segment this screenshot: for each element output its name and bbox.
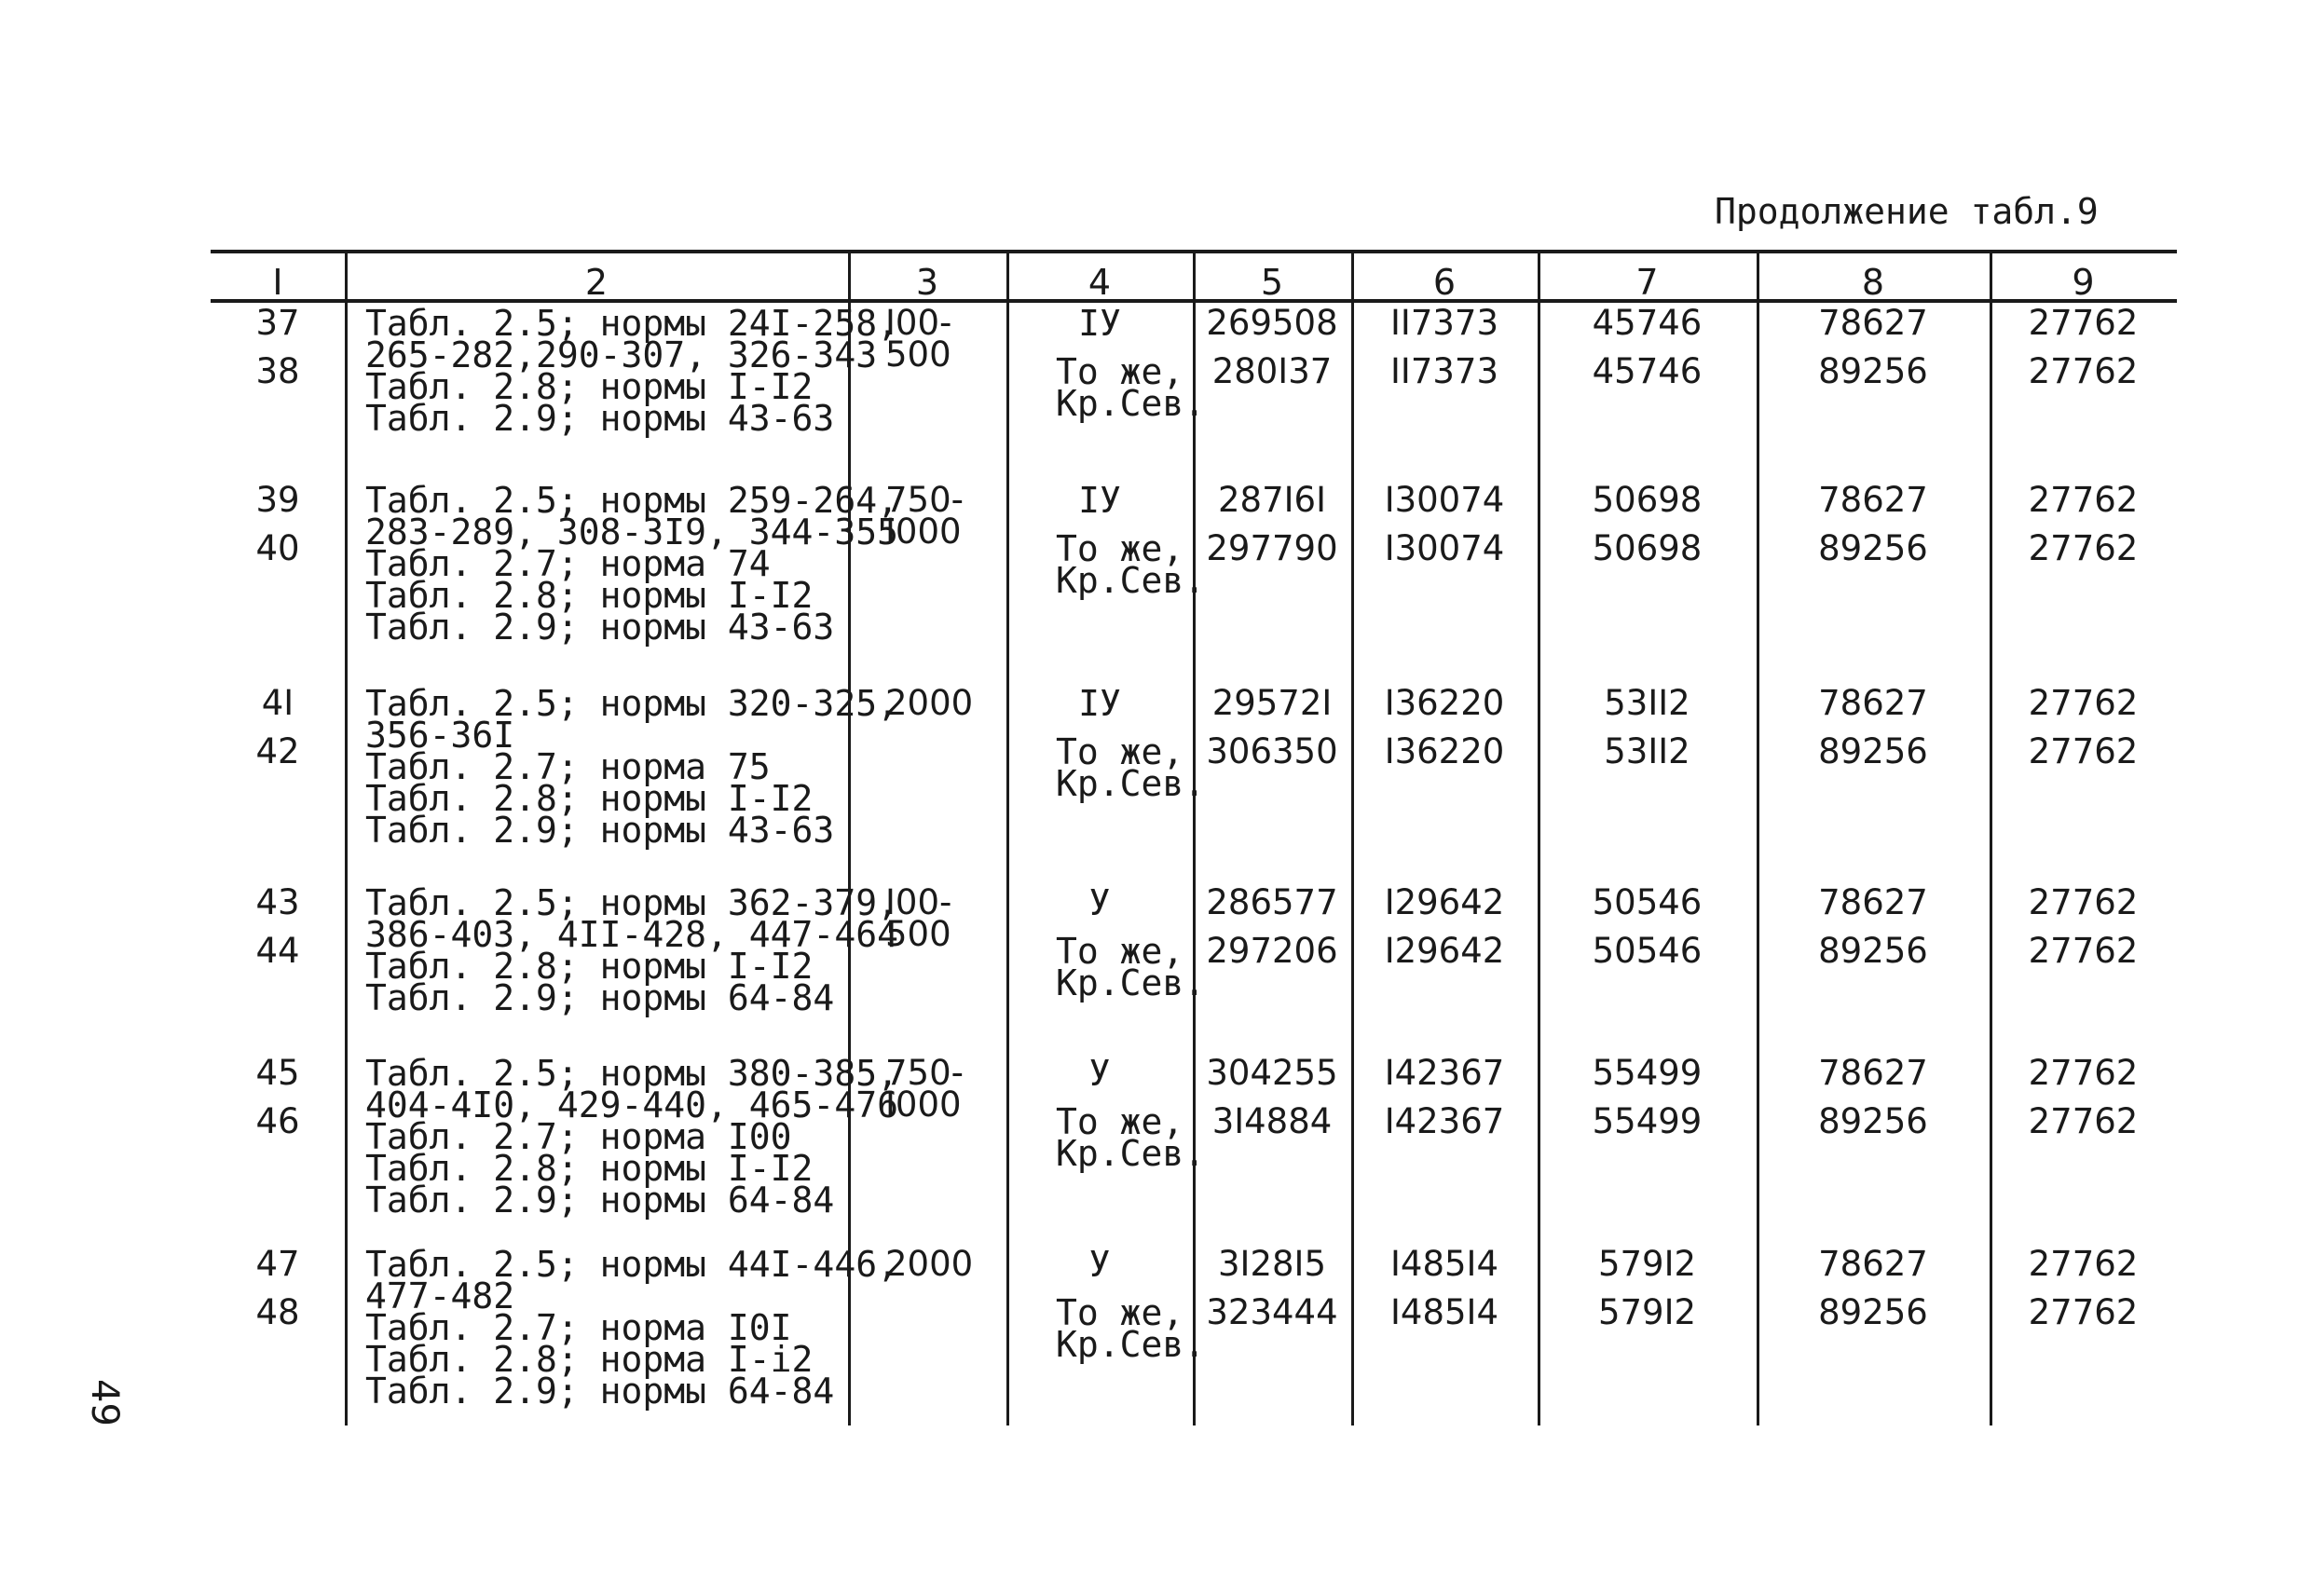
value-cell: 78627 [1818,882,1928,922]
value-cell: 89256 [1818,731,1928,771]
norm-reference-line: 386-403, 4II-428, 447-464 [365,914,898,955]
value-cell: 27762 [2028,1053,2139,1093]
norm-reference-line: Табл. 2.8; нормы I-I2 [365,575,814,616]
value-cell: 50546 [1592,882,1703,922]
column-header: 3 [915,262,939,303]
climate-zone: У [1088,1053,1111,1094]
norm-reference-line: Табл. 2.5; нормы 320-325, [365,683,898,724]
climate-zone: У [1088,1244,1111,1285]
value-cell: 304255 [1206,1053,1338,1093]
value-cell: 579I2 [1597,1292,1697,1332]
climate-zone: У [1088,882,1111,923]
norm-reference-line: 477-482 [365,1275,515,1316]
value-cell: 53II2 [1604,731,1690,771]
capacity-range: 2000 [885,683,974,723]
column-header: 9 [2072,262,2095,303]
row-number: 42 [255,731,300,771]
value-cell: 27762 [2028,731,2139,771]
page-number: 49 [83,1379,126,1426]
climate-zone: То же, [1056,528,1184,569]
table-caption: Продолжение табл.9 [1715,191,2099,232]
norm-reference-line: Табл. 2.9; нормы 64-84 [365,1371,835,1412]
value-cell: 78627 [1818,480,1928,520]
value-cell: I42367 [1384,1053,1505,1093]
norm-reference-line: Табл. 2.5; нормы 380-385, [365,1053,898,1094]
value-cell: 27762 [2028,351,2139,391]
value-cell: I485I4 [1390,1292,1498,1332]
capacity-range: 750- [885,480,964,520]
norm-reference-line: Табл. 2.8; нормы I-I2 [365,778,814,819]
climate-zone: Кр.Сев. [1056,1133,1206,1174]
value-cell: 55499 [1592,1101,1703,1141]
value-cell: I36220 [1384,731,1505,771]
row-number: 38 [255,351,300,391]
value-cell: 3I4884 [1211,1101,1333,1141]
row-number: 39 [255,480,300,520]
norm-reference-line: Табл. 2.9; нормы 43-63 [365,607,835,648]
climate-zone: IУ [1078,683,1121,724]
column-header: 8 [1861,262,1885,303]
climate-zone: Кр.Сев. [1056,1324,1206,1365]
value-cell: II7373 [1390,303,1498,343]
value-cell: 89256 [1818,528,1928,568]
value-cell: 27762 [2028,1101,2139,1141]
value-cell: 306350 [1206,731,1338,771]
norm-reference-line: Табл. 2.5; нормы 44I-446, [365,1244,898,1285]
norm-reference-line: 265-282,290-307, 326-343 [365,334,878,375]
climate-zone: То же, [1056,351,1184,392]
norm-reference-line: Табл. 2.5; нормы 259-264, [365,480,898,521]
row-number: 47 [255,1244,300,1284]
norm-reference-line: Табл. 2.9; нормы 43-63 [365,810,835,851]
climate-zone: IУ [1078,303,1121,344]
capacity-range: I000 [885,512,962,552]
column-header: 2 [584,262,609,303]
row-number: 48 [255,1292,300,1332]
value-cell: 78627 [1818,1053,1928,1093]
value-cell: I42367 [1384,1101,1505,1141]
value-cell: 89256 [1818,351,1928,391]
column-header: I [272,262,283,303]
value-cell: I36220 [1384,683,1505,723]
norm-reference-line: Табл. 2.7; норма I00 [365,1116,792,1157]
value-cell: I29642 [1384,931,1505,971]
row-number: 43 [255,882,300,922]
norm-reference-line: Табл. 2.7; норма I0I [365,1307,792,1348]
value-cell: I30074 [1384,528,1505,568]
capacity-range: I000 [885,1084,962,1125]
value-cell: 50698 [1592,480,1703,520]
climate-zone: Кр.Сев. [1056,560,1206,601]
value-cell: 269508 [1206,303,1338,343]
value-cell: 55499 [1592,1053,1703,1093]
value-cell: 297790 [1206,528,1338,568]
value-cell: 3I28I5 [1218,1244,1326,1284]
row-number: 44 [255,931,300,971]
value-cell: 27762 [2028,882,2139,922]
climate-zone: Кр.Сев. [1056,962,1206,1003]
capacity-range: 500 [885,334,951,375]
norm-reference-line: Табл. 2.8; нормы I-I2 [365,946,814,987]
value-cell: 50546 [1592,931,1703,971]
value-cell: 27762 [2028,683,2139,723]
norm-reference-line: Табл. 2.9; нормы 43-63 [365,398,835,439]
climate-zone: То же, [1056,731,1184,772]
value-cell: 89256 [1818,931,1928,971]
value-cell: 323444 [1206,1292,1338,1332]
value-cell: 50698 [1592,528,1703,568]
value-cell: 45746 [1592,303,1703,343]
value-cell: 27762 [2028,480,2139,520]
row-number: 40 [255,528,300,568]
capacity-range: I00- [885,303,952,343]
climate-zone: То же, [1056,931,1184,972]
row-number: 45 [255,1053,300,1093]
norm-reference-line: 283-289, 308-3I9, 344-355 [365,512,898,552]
value-cell: 89256 [1818,1292,1928,1332]
value-cell: 27762 [2028,528,2139,568]
capacity-range: 2000 [885,1244,974,1284]
norm-reference-line: 356-36I [365,715,515,756]
norm-reference-line: Табл. 2.8; нормы I-I2 [365,1148,814,1189]
row-number: 37 [255,303,300,343]
norm-reference-line: Табл. 2.9; нормы 64-84 [365,1180,835,1221]
climate-zone: То же, [1056,1292,1184,1333]
norm-reference-line: 404-4I0, 429-440, 465-476 [365,1084,898,1125]
value-cell: 287I6I [1218,480,1326,520]
norm-reference-line: Табл. 2.7; норма 74 [365,543,771,584]
value-cell: 78627 [1818,1244,1928,1284]
value-cell: 27762 [2028,1244,2139,1284]
norm-reference-line: Табл. 2.7; норма 75 [365,746,771,787]
value-cell: I485I4 [1390,1244,1498,1284]
value-cell: 286577 [1206,882,1338,922]
value-cell: I29642 [1384,882,1505,922]
norm-reference-line: Табл. 2.5; нормы 362-379, [365,882,898,923]
value-cell: 29572I [1211,683,1333,723]
norm-reference-line: Табл. 2.9; нормы 64-84 [365,977,835,1018]
column-header: 5 [1260,262,1284,303]
value-cell: 53II2 [1604,683,1690,723]
value-cell: 27762 [2028,1292,2139,1332]
value-cell: 78627 [1818,303,1928,343]
climate-zone: Кр.Сев. [1056,763,1206,804]
value-cell: 27762 [2028,931,2139,971]
row-number: 4I [261,683,294,723]
climate-zone: IУ [1078,480,1121,521]
value-cell: II7373 [1390,351,1498,391]
value-cell: 78627 [1818,683,1928,723]
column-header: 4 [1088,262,1112,303]
row-number: 46 [255,1101,300,1141]
capacity-range: I00- [885,882,952,922]
column-divider [345,252,348,1425]
value-cell: 45746 [1592,351,1703,391]
climate-zone: То же, [1056,1101,1184,1142]
value-cell: 579I2 [1597,1244,1697,1284]
norm-reference-line: Табл. 2.8; норма I-i2 [365,1339,814,1380]
norm-reference-line: Табл. 2.8; нормы I-I2 [365,366,814,407]
capacity-range: 750- [885,1053,964,1093]
value-cell: 89256 [1818,1101,1928,1141]
climate-zone: Кр.Сев. [1056,383,1206,424]
value-cell: 27762 [2028,303,2139,343]
capacity-range: 500 [885,914,951,954]
column-header: 6 [1432,262,1457,303]
norm-reference-line: Табл. 2.5; нормы 24I-258, [365,303,898,344]
value-cell: 297206 [1206,931,1338,971]
value-cell: 280I37 [1211,351,1333,391]
value-cell: I30074 [1384,480,1505,520]
column-header: 7 [1635,262,1659,303]
